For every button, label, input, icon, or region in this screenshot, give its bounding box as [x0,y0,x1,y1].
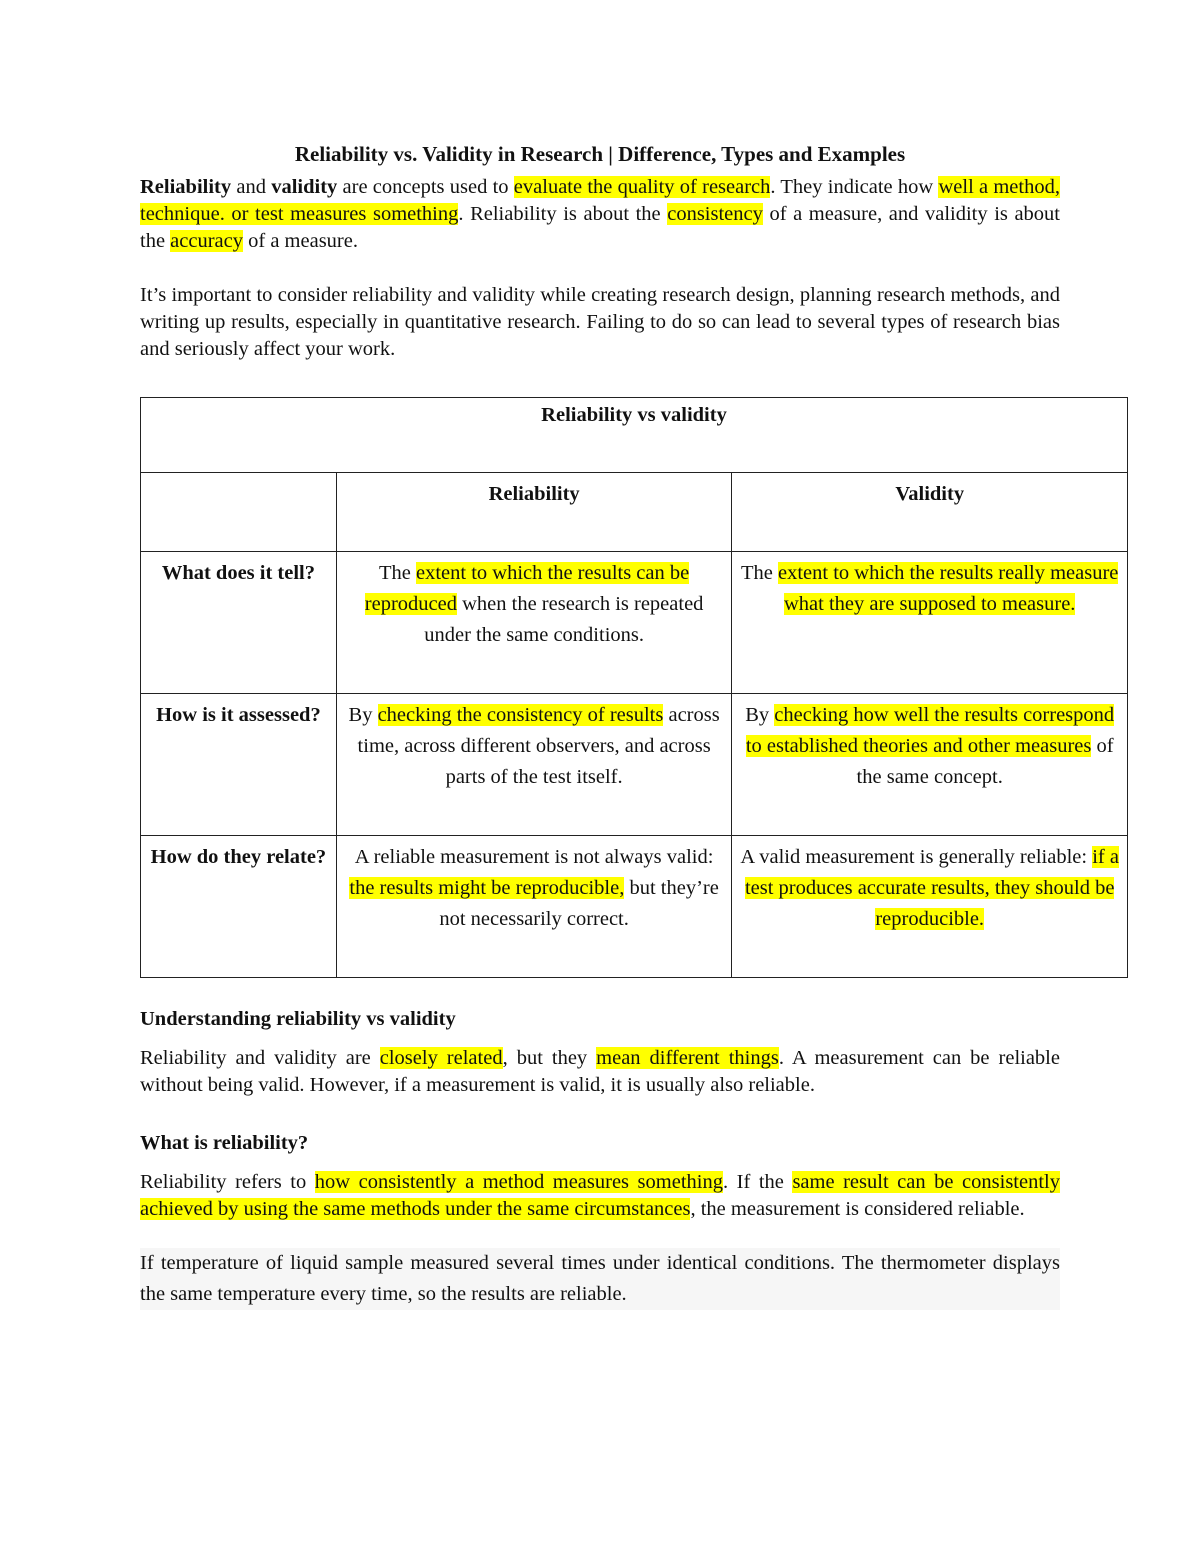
validity-cell: A valid measurement is generally reliable: if a test produces accurate results, they should be reproducible. [732,836,1128,978]
section-heading: Understanding reliability vs validity [140,1008,456,1030]
column-header-validity: Validity [732,473,1128,552]
highlight: accuracy [170,230,243,252]
highlight: well a method, technique. or test measures something [140,176,1060,225]
term-validity: validity [271,176,338,198]
validity-cell: The extent to which the results really measure what they are supposed to measure. [732,552,1128,694]
table-row [141,694,1128,836]
understanding-paragraph: Reliability and validity are closely related, but they mean different things. A measurement can be reliable without being valid. However, if a measurement is valid, it is usually also reliable. [140,1047,1060,1096]
highlight: if a test produces accurate results, they should be reproducible. [744,846,1119,930]
table-row [141,836,1128,978]
reliability-definition-paragraph: Reliability refers to how consistently a method measures something. If the same result can be consistently achieved by using the same methods under the same circumstances, the measurement is considered reliable. [140,1171,1060,1220]
row-header: How is it assessed? [141,694,337,836]
row-header: How do they relate? [141,836,337,978]
highlight: consistency [667,203,763,225]
validity-cell: By checking how well the results correspond to established theories and other measures of the same concept. [732,694,1128,836]
reliability-cell: By checking the consistency of results across time, across different observers, and across parts of the test itself. [336,694,732,836]
highlight: same result can be consistently achieved by using the same methods under the same circumstances [140,1171,1060,1220]
highlight: checking the consistency of results [377,704,664,726]
column-header-reliability: Reliability [336,473,732,552]
reliability-cell: The extent to which the results can be reproduced when the research is repeated under the same conditions. [336,552,732,694]
highlight: mean different things [596,1047,779,1069]
table-corner-cell [141,473,337,552]
highlight: the results might be reproducible, [349,877,625,899]
intro-paragraph-1: Reliability and validity are concepts used to evaluate the quality of research. They indicate how well a method, technique. or test measures something. Reliability is about the consistency of a measure, and validity is about the accuracy of a measure. [140,176,1060,252]
highlight: checking how well the results correspond to established theories and other measures [745,704,1115,757]
document-page [140,140,1060,363]
highlight: closely related [379,1047,503,1069]
what-is-reliability-section [140,1130,1060,1310]
table-row [141,552,1128,694]
understanding-section [140,1006,1060,1099]
term-reliability: Reliability [140,176,232,198]
highlight: extent to which the results really measure what they are supposed to measure. [777,562,1119,615]
row-header: What does it tell? [141,552,337,694]
highlight: extent to which the results can be reproduced [364,562,690,615]
reliability-example-paragraph: If temperature of liquid sample measured several times under identical conditions. The thermometer displays the same temperature every time, so the results are reliable. [140,1248,1060,1310]
intro-paragraph-2: It’s important to consider reliability and validity while creating research design, planning research methods, and writing up results, especially in quantitative research. Failing to do so can lead to several types of research bias and seriously affect your work. [140,284,1060,360]
comparison-table [140,397,1128,978]
highlight: evaluate the quality of research [513,176,771,198]
reliability-cell: A reliable measurement is not always valid: the results might be reproducible, but they’re not necessarily correct. [336,836,732,978]
table-title: Reliability vs validity [141,398,1128,473]
highlight: how consistently a method measures something [314,1171,723,1193]
document-title: Reliability vs. Validity in Research | Difference, Types and Examples [294,142,906,166]
section-heading: What is reliability? [140,1132,309,1154]
